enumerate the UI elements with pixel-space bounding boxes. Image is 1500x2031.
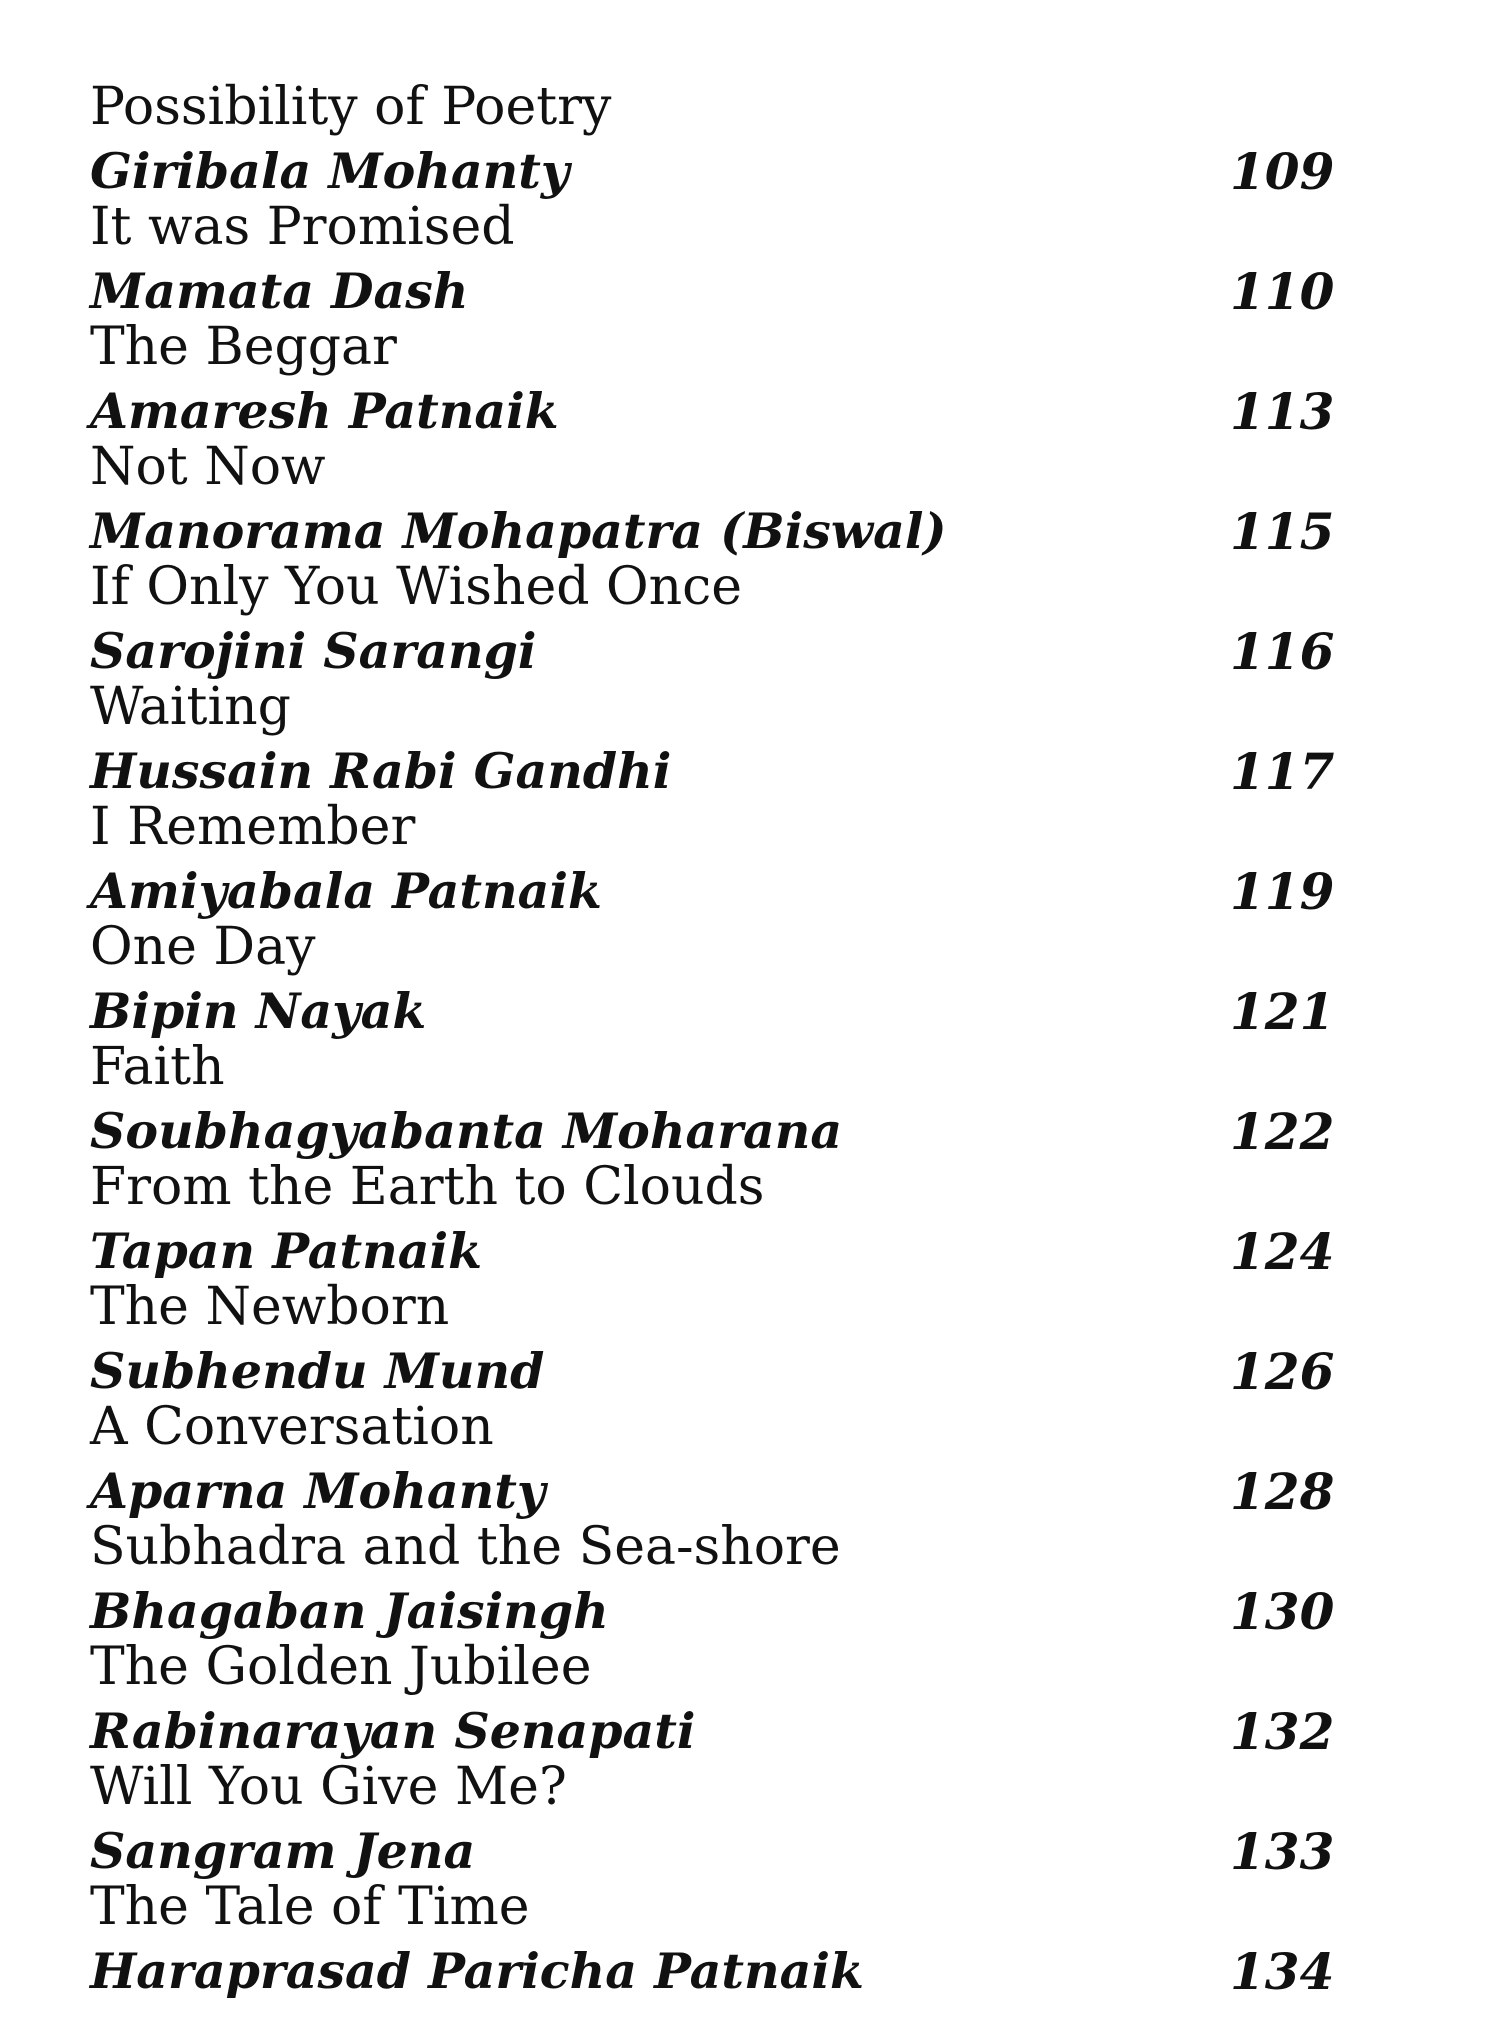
poem-title: A Conversation [90, 1397, 494, 1457]
page-number: 132 [1230, 1702, 1335, 1761]
poem-title: I Remember [90, 797, 416, 857]
poet-name: Bhagaban Jaisingh [90, 1582, 609, 1640]
poet-name: Hussain Rabi Gandhi [90, 742, 672, 800]
poem-title: Possibility of Poetry [90, 77, 612, 137]
poem-title: Will You Give Me? [90, 1757, 567, 1817]
page-number: 126 [1230, 1342, 1335, 1401]
poem-title: Subhadra and the Sea-shore [90, 1517, 841, 1577]
page-number: 109 [1230, 142, 1335, 201]
poet-name: Amiyabala Patnaik [90, 862, 602, 920]
poet-name: Soubhagyabanta Moharana [90, 1102, 843, 1160]
page-number: 115 [1230, 502, 1335, 561]
poet-name: Subhendu Mund [90, 1342, 545, 1400]
poem-title: It was Promised [90, 197, 515, 257]
page-number: 117 [1230, 742, 1335, 801]
poem-title: The Tale of Time [90, 1877, 530, 1937]
poet-name: Sangram Jena [90, 1822, 476, 1880]
poem-title: The Golden Jubilee [90, 1637, 592, 1697]
poem-title: Not Now [90, 437, 326, 497]
page-number: 116 [1230, 622, 1335, 681]
poem-title: The Newborn [90, 1277, 450, 1337]
page-number: 113 [1230, 382, 1335, 441]
poem-title: Faith [90, 1037, 225, 1097]
page-number: 130 [1230, 1582, 1335, 1641]
poet-name: Tapan Patnaik [90, 1222, 483, 1280]
page-number: 133 [1230, 1822, 1335, 1881]
poem-title: From the Earth to Clouds [90, 1157, 765, 1217]
page-number: 122 [1230, 1102, 1335, 1161]
table-of-contents [90, 52, 1400, 2031]
page-number: 128 [1230, 1462, 1335, 1521]
page-number: 110 [1230, 262, 1335, 321]
poet-name: Amaresh Patnaik [90, 382, 559, 440]
poet-name: Manorama Mohapatra (Biswal) [90, 502, 947, 560]
page-number: 121 [1230, 982, 1335, 1041]
toc-entry [90, 1852, 1400, 2031]
poem-title: One Day [90, 917, 316, 977]
poet-name: Giribala Mohanty [90, 142, 570, 200]
page-number: 134 [1230, 1942, 1335, 2001]
poem-title: If Only You Wished Once [90, 557, 743, 617]
poet-name: Rabinarayan Senapati [90, 1702, 696, 1760]
poet-name: Mamata Dash [90, 262, 469, 320]
poet-name: Bipin Nayak [90, 982, 427, 1040]
poem-title: The Beggar [90, 317, 397, 377]
page-number: 124 [1230, 1222, 1335, 1281]
poem-title: Waiting [90, 677, 291, 737]
page-number: 119 [1230, 862, 1335, 921]
poet-name: Aparna Mohanty [90, 1462, 546, 1520]
poet-name: Haraprasad Paricha Patnaik [90, 1942, 864, 2000]
poet-name: Sarojini Sarangi [90, 622, 537, 680]
